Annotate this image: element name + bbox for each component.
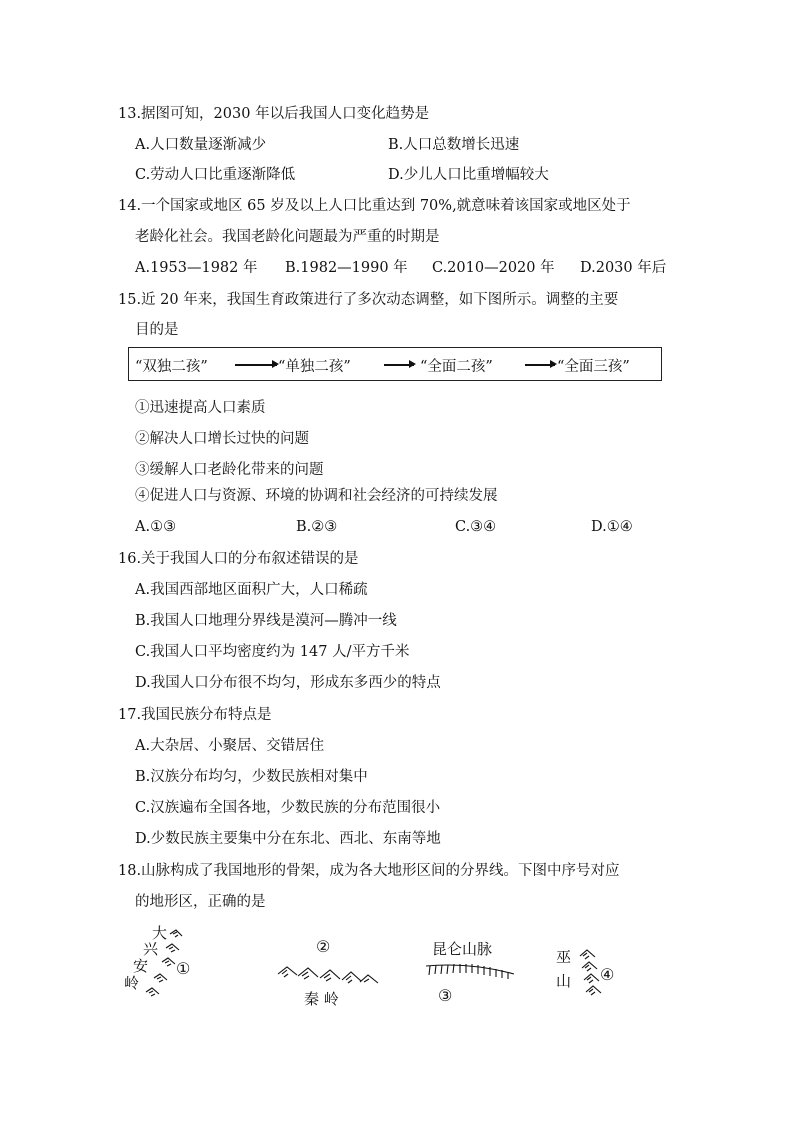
q13-option-a: A.人口数量逐渐减少 (135, 137, 267, 153)
q13-option-c: C.劳动人口比重逐渐降低 (135, 167, 296, 183)
qinling-label: 秦 岭 (304, 990, 339, 1008)
arrow-right-icon (384, 364, 414, 366)
q14-option-c: C.2010—2020 年 (432, 260, 555, 276)
region-number-1: ① (176, 959, 191, 978)
policy-step-1: “双独二孩” (135, 359, 208, 375)
q15-option-c: C.③④ (455, 519, 497, 535)
arrow-right-icon (525, 364, 555, 366)
q15-option-d: D.①④ (591, 519, 633, 535)
wushan-label-char-1: 巫 (556, 948, 572, 966)
q15-item-4: ④促进人口与资源、环境的协调和社会经济的可持续发展 (135, 488, 498, 504)
daxinganling-label-char-1: 大 (152, 924, 168, 942)
q14-option-b: B.1982—1990 年 (285, 260, 408, 276)
q16-option-b: B.我国人口地理分界线是漠河—腾冲一线 (135, 613, 397, 629)
q15-stem-line2: 目的是 (135, 322, 179, 338)
daxinganling-label-char-3: 安 (133, 957, 149, 975)
q13-stem: 13.据图可知，2030 年以后我国人口变化趋势是 (118, 106, 430, 122)
kunlun-mountain-icon (424, 960, 516, 982)
arrow-right-icon (235, 364, 277, 366)
wushan-label-char-2: 山 (556, 972, 572, 990)
daxinganling-mountain-icon (140, 928, 200, 1000)
q15-item-3: ③缓解人口老龄化带来的问题 (135, 462, 324, 478)
q14-option-a: A.1953—1982 年 (135, 260, 258, 276)
region-number-4: ④ (600, 965, 615, 984)
q15-option-b: B.②③ (296, 519, 338, 535)
q14-stem-line2: 老龄化社会。我国老龄化问题最为严重的时期是 (135, 229, 440, 245)
q16-stem: 16.关于我国人口的分布叙述错误的是 (118, 551, 359, 567)
q16-option-c: C.我国人口平均密度约为 147 人/平方千米 (135, 644, 410, 660)
daxinganling-label-char-4: 岭 (124, 974, 140, 992)
q14-stem-line1: 14.一个国家或地区 65 岁及以上人口比重达到 70%,就意味着该国家或地区处于 (118, 198, 631, 214)
q17-option-d: D.少数民族主要集中分在东北、西北、东南等地 (135, 831, 441, 847)
q17-option-c: C.汉族遍布全国各地，少数民族的分布范围很小 (135, 800, 441, 816)
q13-option-b: B.人口总数增长迅速 (388, 137, 520, 153)
q16-option-d: D.我国人口分布很不均匀，形成东多西少的特点 (135, 675, 441, 691)
q17-option-a: A.大杂居、小聚居、交错居住 (135, 738, 325, 754)
q14-option-d: D.2030 年后 (580, 260, 667, 276)
qinling-mountain-icon (276, 960, 380, 990)
region-number-3: ③ (438, 986, 453, 1005)
kunlun-label: 昆仑山脉 (432, 940, 493, 958)
q16-option-a: A.我国西部地区面积广大，人口稀疏 (135, 582, 368, 598)
q15-item-2: ②解决人口增长过快的问题 (135, 431, 309, 447)
policy-step-2: “单独二孩” (278, 359, 351, 375)
q13-option-d: D.少儿人口比重增幅较大 (388, 167, 549, 183)
policy-step-3: “全面二孩” (420, 359, 493, 375)
daxinganling-label-char-2: 兴 (143, 940, 159, 958)
q18-stem-line1: 18.山脉构成了我国地形的骨架，成为各大地形区间的分界线。下图中序号对应 (118, 863, 620, 879)
region-number-2: ② (316, 937, 331, 956)
q15-stem-line1: 15.近 20 年来，我国生育政策进行了多次动态调整，如下图所示。调整的主要 (118, 292, 619, 308)
q17-option-b: B.汉族分布均匀，少数民族相对集中 (135, 769, 368, 785)
q15-option-a: A.①③ (135, 519, 177, 535)
q17-stem: 17.我国民族分布特点是 (118, 707, 272, 723)
q15-item-1: ①迅速提高人口素质 (135, 400, 266, 416)
policy-flow-diagram (128, 347, 662, 381)
q18-stem-line2: 的地形区，正确的是 (135, 894, 266, 910)
policy-step-4: “全面三孩” (557, 359, 630, 375)
